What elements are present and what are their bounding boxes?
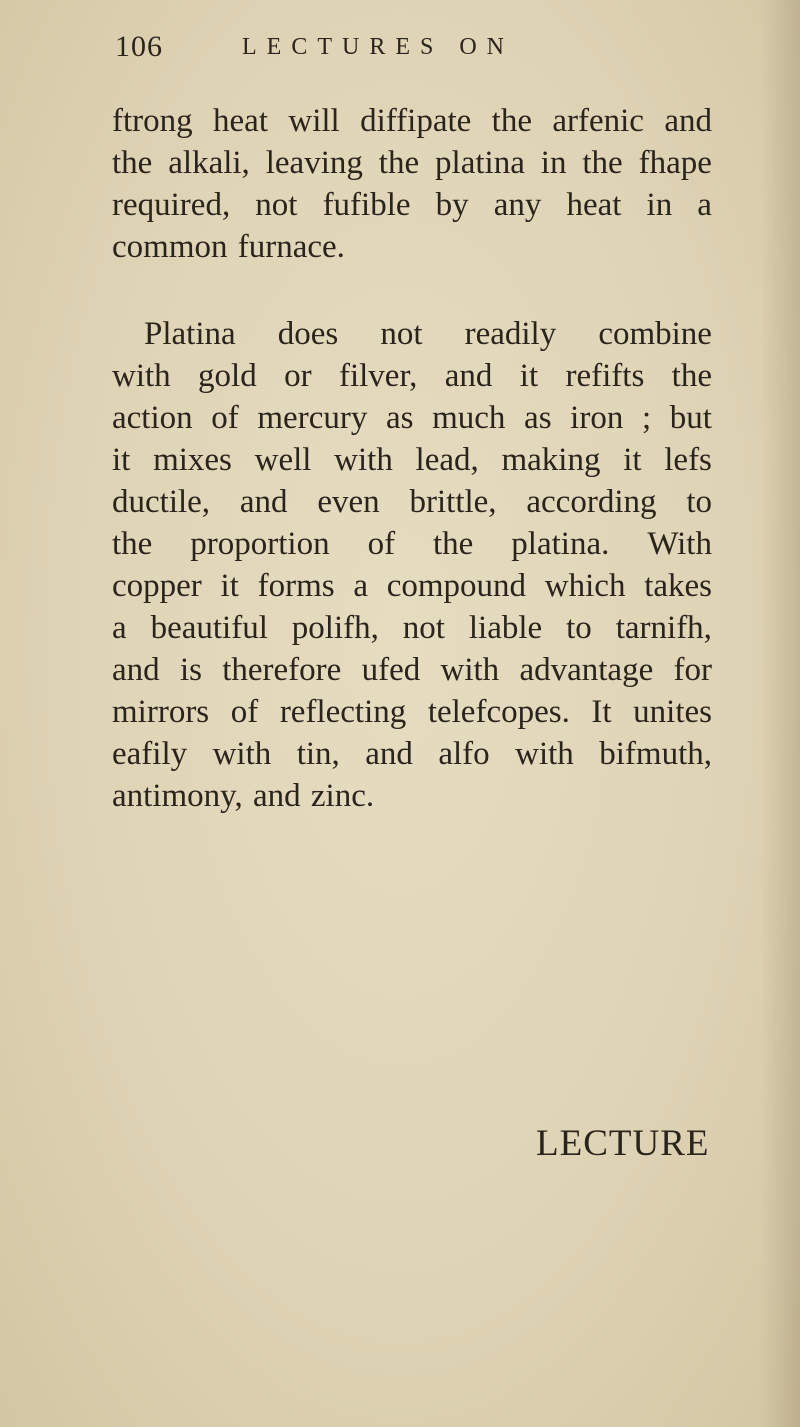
- text-line: and is therefore ufed with advantage for: [112, 652, 712, 688]
- paragraph-1: [112, 100, 712, 268]
- text-line: the proportion of the platina. With: [112, 526, 712, 562]
- paragraph-2-body: [112, 355, 712, 817]
- paragraph-2: [112, 313, 712, 355]
- text-line: common furnace.: [112, 229, 345, 265]
- text-line: a beautiful polifh, not liable to tarnifh,: [112, 610, 712, 646]
- page-header: [115, 30, 715, 70]
- text-line: ftrong heat will diffipate the arfenic and: [112, 103, 712, 139]
- catchword: LECTURE: [536, 1123, 710, 1164]
- text-line: ductile, and even brittle, according to: [112, 484, 712, 520]
- text-line: mirrors of reflecting telefcopes. It unites: [112, 694, 712, 730]
- text-line: it mixes well with lead, making it lefs: [112, 442, 712, 478]
- body-text: [112, 100, 712, 817]
- running-head: LECTURES ON: [242, 34, 514, 60]
- text-line: action of mercury as much as iron ; but: [112, 400, 712, 436]
- text-line: required, not fufible by any heat in a: [112, 187, 712, 223]
- text-line: antimony, and zinc.: [112, 778, 375, 814]
- text-line: Platina does not readily combine: [144, 316, 712, 352]
- text-line: copper it forms a compound which takes: [112, 568, 712, 604]
- text-line: eafily with tin, and alfo with bifmuth,: [112, 736, 712, 772]
- text-line: the alkali, leaving the platina in the fhape: [112, 145, 712, 181]
- page-edge-shadow: [760, 0, 800, 1427]
- page-number: 106: [115, 30, 163, 63]
- text-line: with gold or filver, and it refifts the: [112, 358, 712, 394]
